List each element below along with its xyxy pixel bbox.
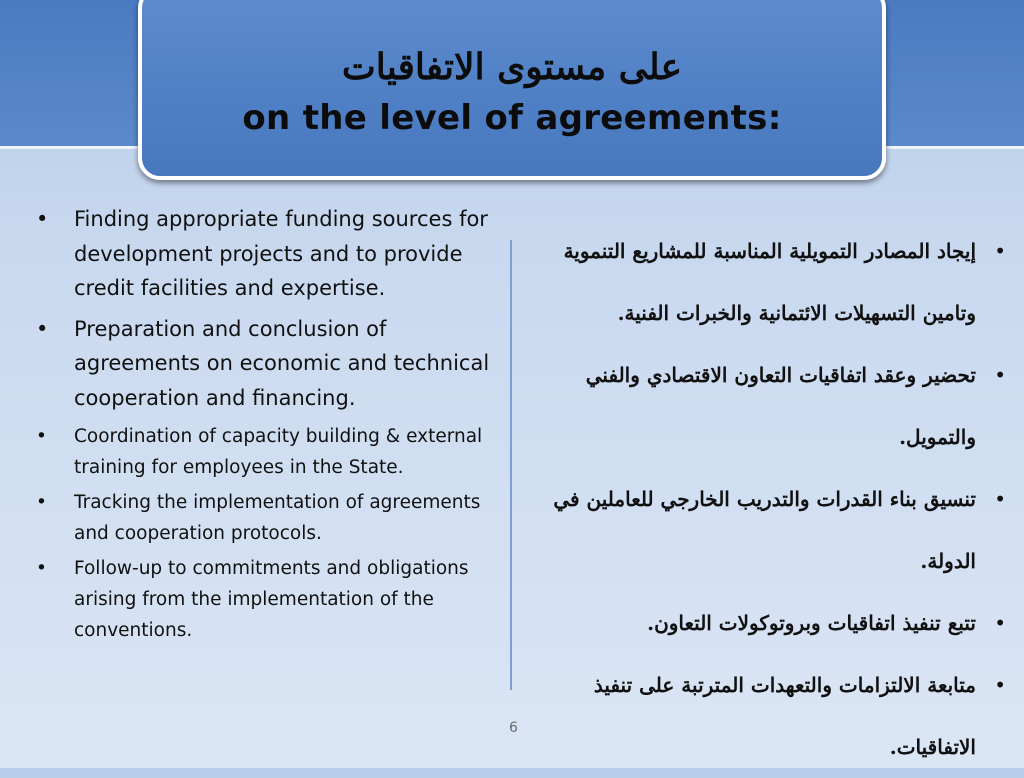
list-item (36, 553, 498, 646)
list-item (540, 592, 1006, 654)
title-english: on the level of agreements: (242, 98, 782, 138)
arabic-bullet-list (540, 220, 1006, 778)
list-item-text: Finding appropriate funding sources for development projects and to provide credit facilities and expertise. (74, 207, 488, 300)
list-item-text: Follow-up to commitments and obligations arising from the implementation of the conventions. (74, 558, 469, 641)
list-item-text: تنسيق بناء القدرات والتدريب الخارجي للعاملين في الدولة. (553, 487, 976, 573)
list-item (540, 220, 1006, 344)
bullet-icon: • (994, 611, 1006, 635)
bullet-icon: • (36, 316, 49, 341)
bullet-icon: • (36, 492, 47, 513)
bullet-icon: • (994, 487, 1006, 511)
bullet-icon: • (36, 558, 47, 579)
list-item-text: إيجاد المصادر التمويلية المناسبة للمشاريع التنموية وتامين التسهيلات الائتمانية والخبرات الفنية. (563, 239, 976, 325)
column-divider (510, 240, 512, 690)
list-item (36, 487, 498, 549)
list-item-text: تتبع تنفيذ اتفاقيات وبروتوكولات التعاون. (647, 611, 976, 635)
list-item-text: متابعة الالتزامات والتعهدات المترتبة على تنفيذ الاتفاقيات. (593, 673, 976, 759)
bullet-icon: • (994, 239, 1006, 263)
list-item-text: تحضير وعقد اتفاقيات التعاون الاقتصادي والفني والتمويل. (585, 363, 976, 449)
bullet-icon: • (994, 673, 1006, 697)
list-item (540, 468, 1006, 592)
list-item-text: Tracking the implementation of agreements and cooperation protocols. (74, 492, 481, 544)
bullet-icon: • (36, 207, 49, 231)
title-arabic: على مستوى الاتفاقيات (341, 46, 683, 88)
list-item (36, 312, 498, 416)
bullet-icon: • (994, 363, 1006, 387)
list-item (540, 654, 1006, 778)
title-box (138, 0, 886, 180)
bullet-icon: • (36, 426, 47, 447)
list-item-text: Coordination of capacity building & external training for employees in the State. (74, 426, 483, 478)
list-item (540, 344, 1006, 468)
list-item-text: Preparation and conclusion of agreements on economic and technical cooperation and financing. (74, 316, 490, 410)
list-item (36, 202, 498, 306)
list-item (36, 421, 498, 483)
english-bullet-list (36, 202, 498, 650)
page-number: 6 (509, 720, 518, 736)
